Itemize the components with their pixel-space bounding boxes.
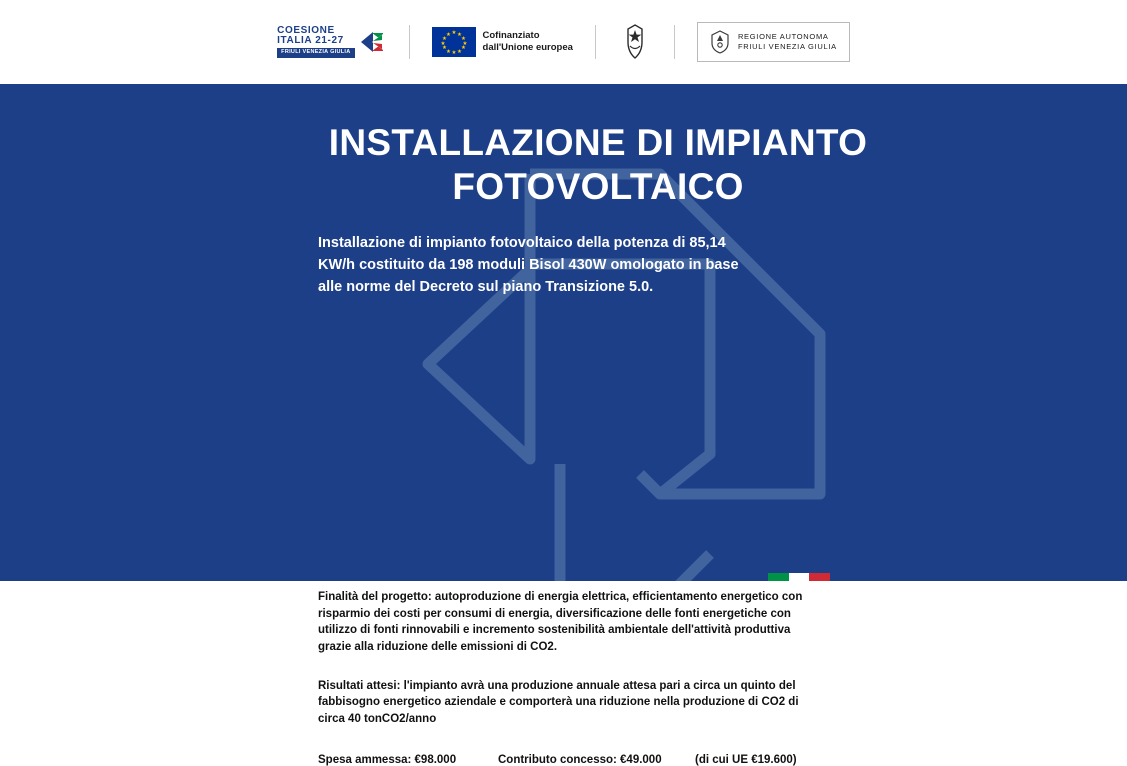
- expected-results-text: Risultati attesi: l'impianto avrà una produzione annuale attesa pari a circa un quinto del fabbisogno energetico aziendale e comporterà una riduzione nella produzione di CO2 di circa 40 tonCO2/anno: [318, 679, 799, 726]
- logo-repubblica-italiana: [618, 22, 652, 62]
- regione-line1: REGIONE AUTONOMA: [737, 31, 829, 41]
- hero-banner: [0, 84, 1127, 581]
- regione-line2: FRIULI VENEZIA GIULIA: [737, 42, 837, 51]
- header-logo-bar: [0, 0, 1127, 84]
- funding-figures-row: [318, 754, 1078, 766]
- project-purpose-text: Finalità del progetto: autoproduzione di energia elettrica, efficientamento energetico con risparmio dei costi per consumi di energia, diversificazione delle fonti energetiche con utilizzo di fonti rinnovabili e incremento sostenibilità ambientale dell'attività produttiva grazie alla riduzione delle emissioni di CO2.: [318, 591, 803, 654]
- eu-line1: Cofinanziato: [482, 30, 540, 42]
- figure-spesa-ammessa: Spesa ammessa: €98.000: [318, 753, 457, 766]
- footer-section: [0, 581, 1127, 766]
- logo-divider-1: [409, 25, 410, 59]
- figure-contributo-concesso: Contributo concesso: €49.000: [498, 753, 662, 766]
- coesione-line2: ITALIA 21-27: [277, 35, 344, 47]
- logo-coesione-italia: [277, 26, 386, 58]
- logo-divider-2: [595, 25, 596, 59]
- coesione-italia-icon: [359, 28, 387, 56]
- figure-quota-ue: (di cui UE €19.600): [695, 753, 797, 766]
- logo-divider-3: [674, 25, 675, 59]
- coesione-line3: FRIULI VENEZIA GIULIA: [277, 48, 354, 58]
- european-union-flag-icon: ★ ★ ★ ★ ★ ★ ★ ★ ★ ★ ★ ★: [432, 27, 476, 57]
- logo-regione-fvg: [697, 22, 850, 62]
- logo-european-union: [432, 27, 573, 57]
- eu-line2: dall'Unione europea: [482, 42, 573, 53]
- project-subtitle: Installazione di impianto fotovoltaico della potenza di 85,14 KW/h costituito da 198 moduli Bisol 430W omologato in base alle norme del Decreto sul piano Transizione 5.0.: [318, 235, 739, 295]
- coesione-line1: COESIONE: [277, 25, 335, 37]
- regione-fvg-icon: [710, 30, 730, 54]
- repubblica-italiana-emblem-icon: [618, 22, 652, 62]
- page-title: INSTALLAZIONE DI IMPIANTO FOTOVOLTAICO: [328, 122, 868, 207]
